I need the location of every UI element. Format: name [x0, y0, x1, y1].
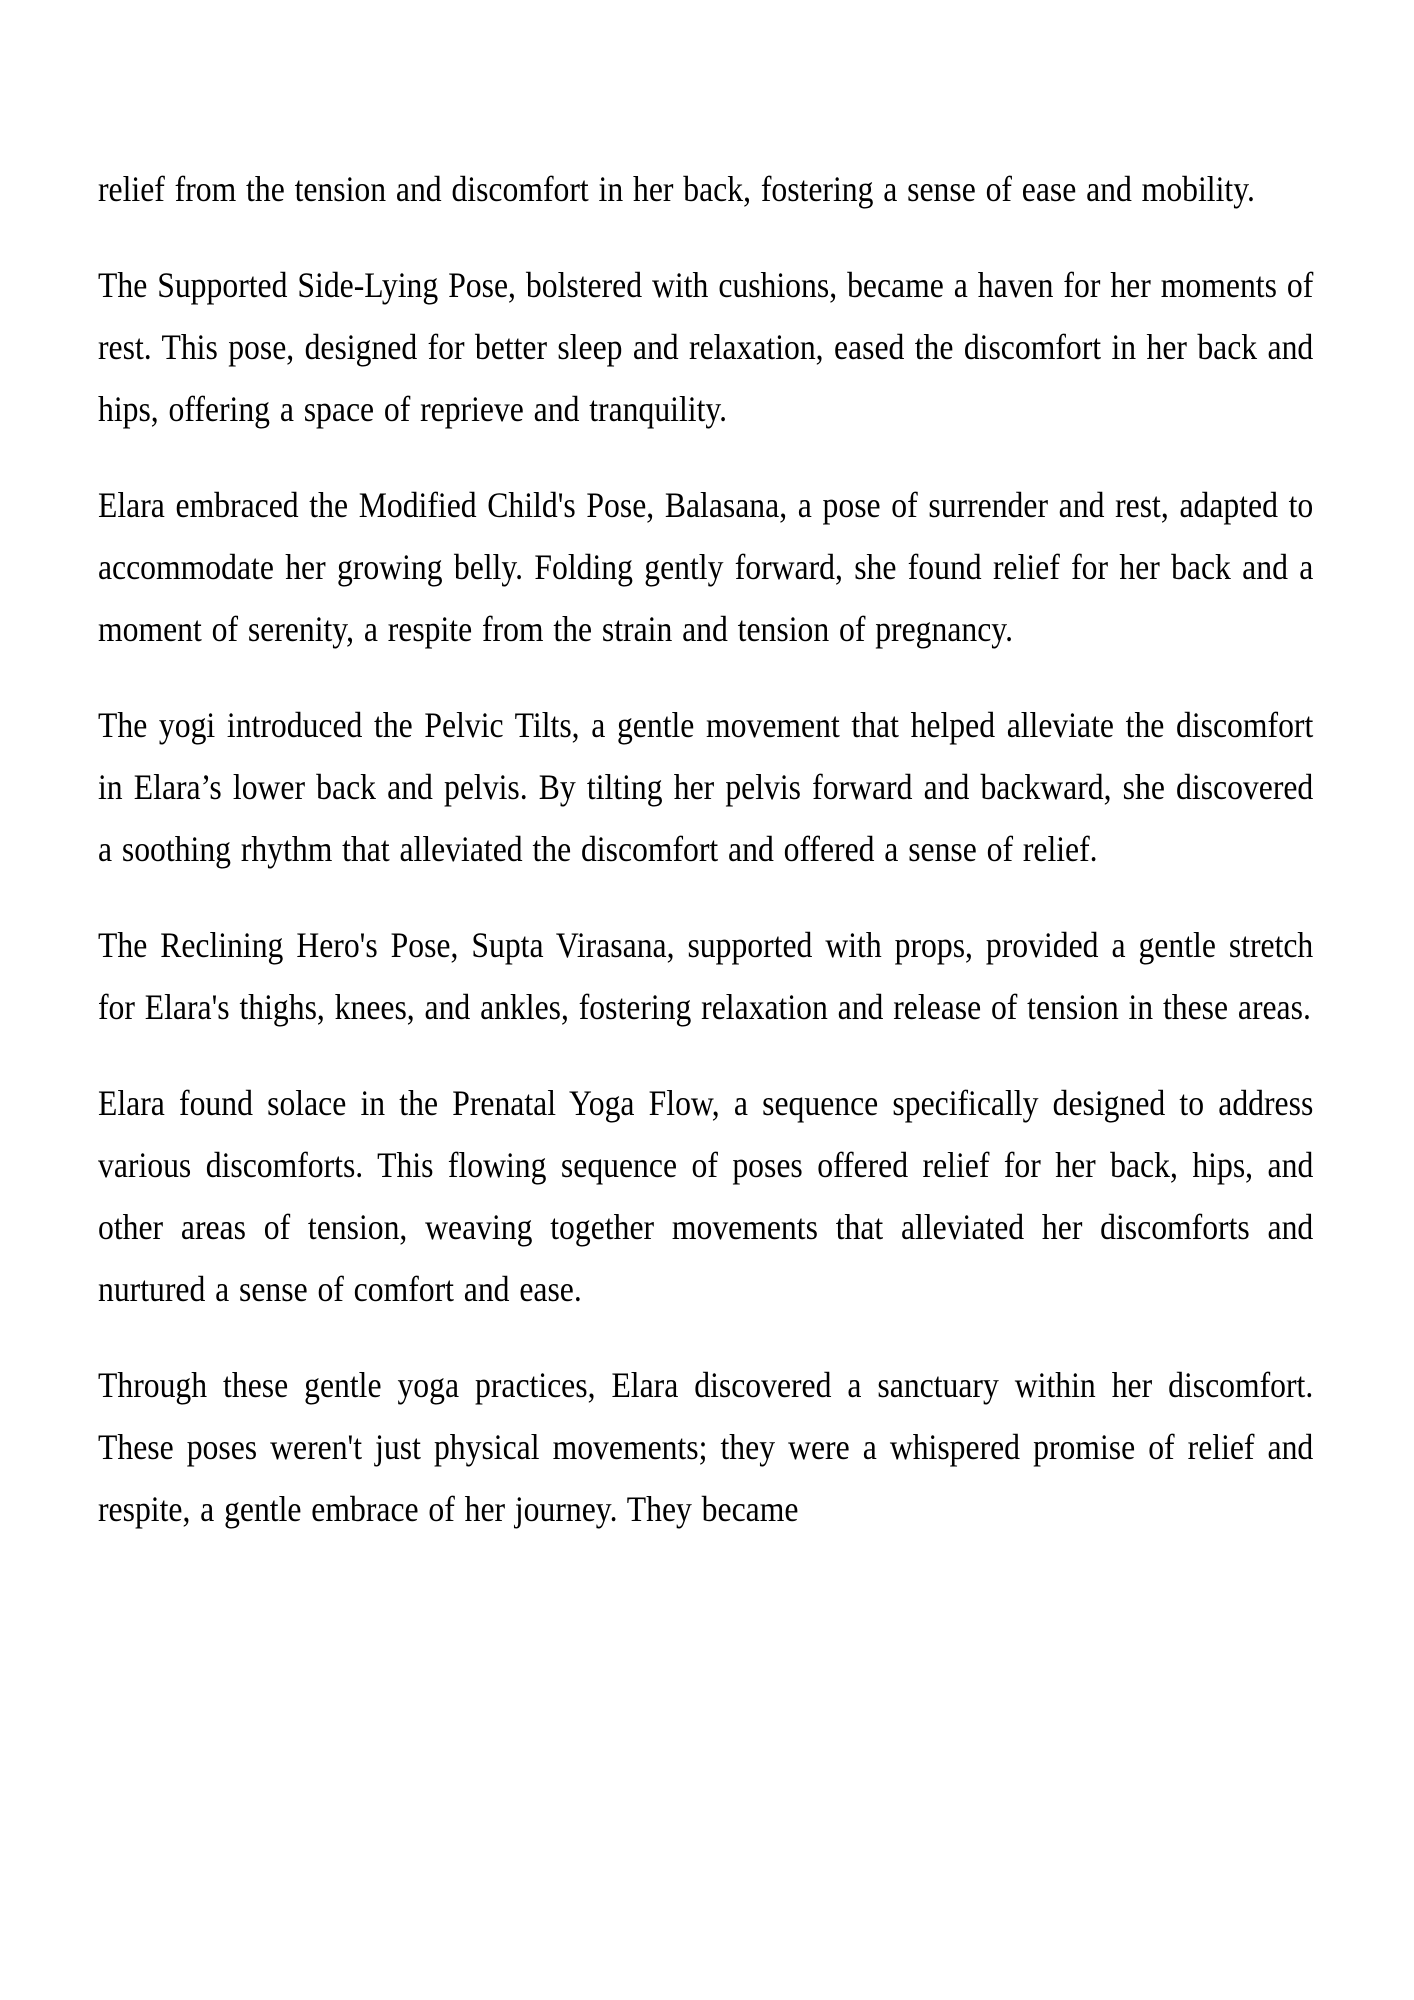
paragraph-continuation: relief from the tension and discomfort in her back, fostering a sense of ease and mobility.	[98, 169, 1255, 209]
paragraph-prenatal-yoga-flow: Elara found solace in the Prenatal Yoga Flow, a sequence specifically designed to address various discomforts. This flowing sequence of poses offered relief for her back, hips, and other areas of tension, weaving together movements that alleviated her discomforts and nurtured a sense of comfort and ease.	[98, 1083, 1314, 1309]
document-text	[98, 158, 1313, 1540]
paragraph-modified-childs-pose: Elara embraced the Modified Child's Pose, Balasana, a pose of surrender and rest, adapted to accommodate her growing belly. Folding gently forward, she found relief for her back and a moment of serenity, a respite from the strain and tension of pregnancy.	[98, 485, 1314, 649]
paragraph-reclining-heros-pose: The Reclining Hero's Pose, Supta Virasana, supported with props, provided a gentle stretch for Elara's thighs, knees, and ankles, fostering relaxation and release of tension in these areas.	[98, 925, 1314, 1027]
paragraph-supported-side-lying-pose: The Supported Side-Lying Pose, bolstered with cushions, became a haven for her moments of rest. This pose, designed for better sleep and relaxation, eased the discomfort in her back and hips, offering a space of reprieve and tranquility.	[98, 265, 1314, 429]
paragraph-pelvic-tilts: The yogi introduced the Pelvic Tilts, a gentle movement that helped alleviate the discomfort in Elara’s lower back and pelvis. By tilting her pelvis forward and backward, she discovered a soothing rhythm that alleviated the discomfort and offered a sense of relief.	[98, 705, 1314, 869]
paragraph-closing: Through these gentle yoga practices, Elara discovered a sanctuary within her discomfort. These poses weren't just physical movements; they were a whispered promise of relief and respite, a gentle embrace of her journey. They became	[98, 1365, 1314, 1529]
